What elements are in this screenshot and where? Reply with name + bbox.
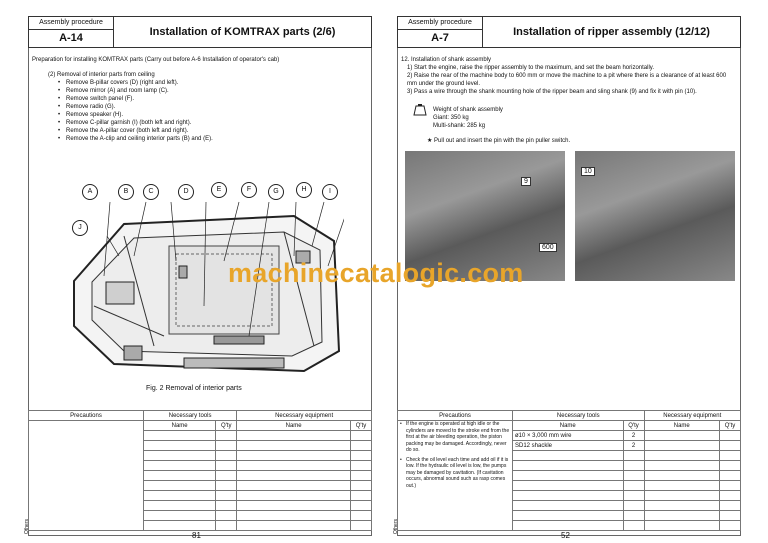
tool-qty: 2 [623, 441, 644, 451]
weight-multi: Multi-shank: 285 kg [433, 123, 486, 129]
step-item: • Remove switch panel (F). [58, 95, 213, 103]
page-title: Installation of KOMTRAX parts (2/6) [149, 26, 336, 38]
equipment-header: Necessary equipment [237, 411, 372, 421]
step-item: • Remove speaker (H). [58, 111, 213, 119]
tools-header: Necessary tools [513, 411, 645, 421]
tools-qty-header: Q'ty [623, 421, 644, 431]
equipment-name-header: Name [644, 421, 720, 431]
page-number: 52 [561, 531, 570, 540]
callout-j: J [72, 220, 88, 236]
callout-h: H [296, 182, 312, 198]
tool-qty: 2 [623, 431, 644, 441]
precaution-item: • Check the oil level each time and add oil if it is low. If the hydraulic oil level is low, the pumps may be damaged by cavitation. (If cavitation occurs, abnormal sound such as rasp comes out.) [400, 457, 510, 490]
section-code: A-7 [431, 32, 449, 44]
page-header [397, 16, 741, 48]
steps-list [407, 64, 726, 96]
tool-name: ø10 × 3,000 mm wire [513, 431, 624, 441]
section-box [398, 17, 483, 47]
others-label: Others [24, 518, 30, 534]
photo-tag-10: 10 [581, 167, 595, 176]
weight-icon [411, 104, 429, 116]
steps-list [58, 79, 213, 143]
step-item: • Remove mirror (A) and room lamp (C). [58, 87, 213, 95]
precautions-cell [29, 421, 144, 531]
equipment-name-header: Name [237, 421, 351, 431]
tools-name-header: Name [513, 421, 624, 431]
page-header [28, 16, 372, 48]
callout-e: E [211, 182, 227, 198]
watermark: machinecatalogic.com [228, 258, 524, 288]
step-item: • Remove C-pillar garnish (I) (both left and right). [58, 119, 213, 127]
figure-caption: Fig. 2 Removal of interior parts [146, 385, 242, 392]
others-label: Others [393, 518, 399, 534]
requirements-table [24, 410, 372, 536]
procedure-heading: 12. Installation of shank assembly [401, 57, 492, 63]
step-item: 1) Start the engine, raise the ripper assembly to the maximum, and set the beam horizontally. [407, 65, 655, 71]
equipment-qty-header: Q'ty [720, 421, 741, 431]
precaution-item: • If the engine is operated at high idle or the cylinders are moved to the stroke end from the first at the air bleeding operation, the piston packing may be damaged. Accordingly, never do so. [400, 421, 510, 454]
tool-name: SD12 shackle [513, 441, 624, 451]
tools-qty-header: Q'ty [216, 421, 237, 431]
callout-b: B [118, 184, 134, 200]
step-item: mm under the ground level. [407, 81, 481, 87]
step-item: • Remove radio (G). [58, 103, 213, 111]
precautions-header: Precautions [398, 411, 513, 421]
callout-g: G [268, 184, 284, 200]
equipment-header: Necessary equipment [644, 411, 741, 421]
section-label: Assembly procedure [398, 17, 482, 30]
pin-puller-note: ★ Pull out and insert the pin with the pin puller switch. [427, 138, 571, 144]
step-item: • Remove the A-pillar cover (both left and right). [58, 127, 213, 135]
shank-photo-pin [575, 151, 735, 281]
callout-a: A [82, 184, 98, 200]
section-code: A-14 [59, 32, 83, 44]
callout-d: D [178, 184, 194, 200]
callout-c: C [143, 184, 159, 200]
photo-tag-9: 9 [521, 177, 531, 186]
photo-tag-600: 600 [539, 243, 557, 252]
section-label: Assembly procedure [29, 17, 113, 30]
weight-title: Weight of shank assembly [433, 107, 503, 113]
intro-text: Preparation for installing KOMTRAX parts (Carry out before A-6 Installation of operator's cab) [32, 57, 280, 63]
callout-f: F [241, 182, 257, 198]
callout-i: I [322, 184, 338, 200]
equipment-qty-header: Q'ty [351, 421, 372, 431]
step-item: • Remove the A-clip and ceiling interior parts (B) and (E). [58, 135, 213, 143]
requirements-table [393, 410, 741, 536]
precautions-header: Precautions [29, 411, 144, 421]
section-box [29, 17, 114, 47]
step-item: • Remove B-pillar covers (D) (right and left). [58, 79, 213, 87]
sub-heading: (2) Removal of interior parts from ceiling [48, 72, 155, 78]
page-title: Installation of ripper assembly (12/12) [513, 26, 710, 38]
weight-block [433, 106, 503, 130]
precautions-cell [398, 421, 513, 531]
step-item: 3) Pass a wire through the shank mounting hole of the ripper beam and sling shank (9) and fix it with pin (10). [407, 89, 697, 95]
tools-header: Necessary tools [144, 411, 237, 421]
step-item: 2) Raise the rear of the machine body to 600 mm or move the machine to a pit where there is a clearance of at least 600 [407, 73, 727, 79]
tools-name-header: Name [144, 421, 216, 431]
weight-giant: Giant: 350 kg [433, 115, 469, 121]
page-number: 81 [192, 531, 201, 540]
